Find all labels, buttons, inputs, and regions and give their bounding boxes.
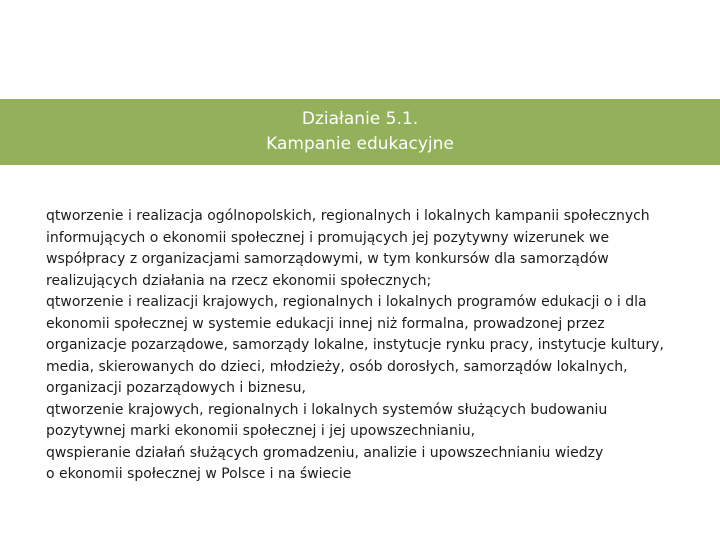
bullet-line <box>46 400 694 422</box>
bullet-line: media, skierowanych do dzieci, młodzieży, osób dorosłych, samorządów lokalnych, <box>46 358 628 375</box>
bullet-line: o ekonomii społecznej w Polsce i na świecie <box>46 466 352 482</box>
bullet-list <box>46 206 694 486</box>
bullet-line: realizujących działania na rzecz ekonomii społecznych; <box>46 272 432 289</box>
bullet-text: wspieranie działań służących gromadzeniu, analizie i upowszechnianiu wiedzy <box>54 444 604 461</box>
title-band <box>0 99 720 165</box>
bullet-line: pozytywnej marki ekonomii społecznej i jej upowszechnianiu, <box>46 423 476 439</box>
bullet-line <box>46 443 694 465</box>
bullet-text: tworzenie i realizacja ogólnopolskich, regionalnych i lokalnych kampanii społecznych <box>54 208 650 224</box>
bullet-text: tworzenie krajowych, regionalnych i lokalnych systemów służących budowaniu <box>54 401 608 418</box>
bullet-line: organizacje pozarządowe, samorządy lokalne, instytucje rynku pracy, instytucje kultury, <box>46 337 664 353</box>
bullet-text: tworzenie i realizacji krajowych, regionalnych i lokalnych programów edukacji o i dla <box>54 294 647 310</box>
bullet-line: informujących o ekonomii społecznej i promujących jej pozytywny wizerunek we <box>46 229 610 246</box>
bullet-marker: q <box>46 401 55 418</box>
bullet-line <box>46 206 694 228</box>
title-line-2: Kampanie edukacyjne <box>266 134 454 154</box>
bullet-line: ekonomii społecznej w systemie edukacji innej niż formalna, prowadzonej przez <box>46 315 605 332</box>
bullet-item <box>46 206 694 292</box>
bullet-line <box>46 292 694 314</box>
bullet-marker: q <box>46 208 55 224</box>
bullet-item <box>46 400 694 443</box>
bullet-marker: q <box>46 444 55 461</box>
bullet-item <box>46 292 694 400</box>
bullet-line: organizacji pozarządowych i biznesu, <box>46 380 306 396</box>
bullet-line: współpracy z organizacjami samorządowymi, w tym konkursów dla samorządów <box>46 251 609 267</box>
bullet-marker: q <box>46 294 55 310</box>
title-line-1: Działanie 5.1. <box>301 109 419 129</box>
bullet-item <box>46 443 694 486</box>
